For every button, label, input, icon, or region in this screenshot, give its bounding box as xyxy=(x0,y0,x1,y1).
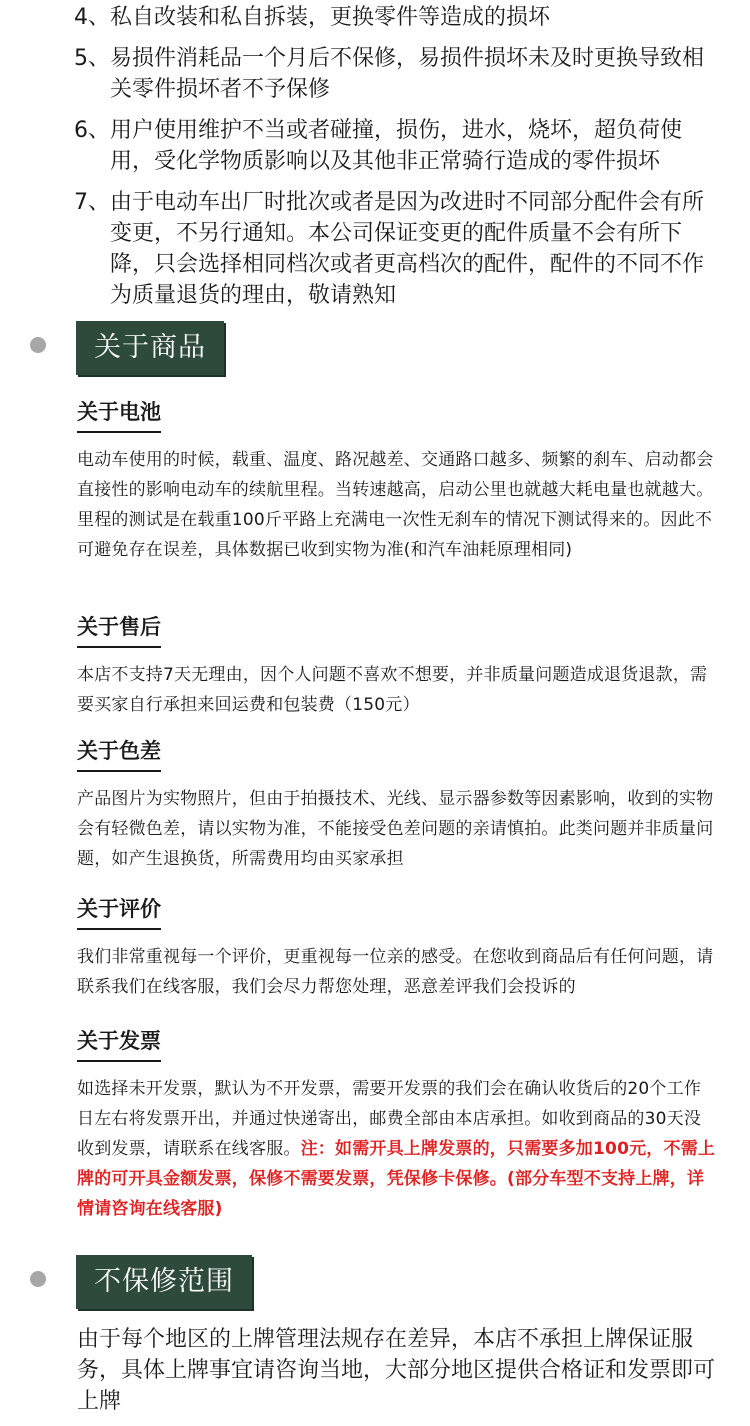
subsection-body: 电动车使用的时候，载重、温度、路况越差、交通路口越多、频繁的刹车、启动都会直接性的影响电动车的续航里程。当转速越高，启动公里也就越大耗电量也就越大。里程的测试是在载重100斤平路上充满电一次性无刹车的情况下测试得来的。因此不可避免存在误差，具体数据已收到实物为准(和汽车油耗原理相同) xyxy=(77,450,714,560)
subsection-color-difference xyxy=(77,737,717,874)
subsection-title: 关于发票 xyxy=(77,1027,161,1062)
list-item xyxy=(74,43,724,105)
not-covered-text: 由于每个地区的上牌管理法规存在差异，本店不承担上牌保证服务，具体上牌事宜请咨询当地，大部分地区提供合格证和发票即可上牌 xyxy=(77,1327,716,1414)
list-item xyxy=(74,2,724,33)
section-title: 关于商品 xyxy=(76,321,224,375)
bullet-dot-icon xyxy=(30,1271,46,1287)
invoice-notice: 注：如需开具上牌发票的，只需要多加100元，不需上牌的可开具金额发票，保修不需要发票，凭保修卡保修。(部分车型不支持上牌，详情请咨询在线客服) xyxy=(77,1139,716,1219)
subsection-body: 本店不支持7天无理由，因个人问题不喜欢不想要，并非质量问题造成退货退款，需要买家自行承担来回运费和包装费（150元） xyxy=(77,665,708,715)
subsection-title: 关于电池 xyxy=(77,398,161,433)
subsection-title: 关于评价 xyxy=(77,895,161,930)
bullet-dot-icon xyxy=(30,337,46,353)
subsection-body: 产品图片为实物照片，但由于拍摄技术、光线、显示器参数等因素影响，收到的实物会有轻微色差，请以实物为准，不能接受色差问题的亲请慎拍。此类问题并非质量问题，如产生退换货，所需费用均由买家承担 xyxy=(77,789,714,869)
subsection-title: 关于售后 xyxy=(77,613,161,648)
item-text: 由于电动车出厂时批次或者是因为改进时不同部分配件会有所变更，不另行通知。本公司保证变更的配件质量不会有所下降，只会选择相同档次或者更高档次的配件，配件的不同不作为质量退货的理由，敬请熟知 xyxy=(110,190,705,308)
item-number: 4、 xyxy=(74,5,110,30)
subsection-after-sales xyxy=(77,613,717,720)
invoice-text: 如选择未开发票，默认为不开发票，需要开发票的我们会在确认收货后的20个工作日左右将发票开出，并通过快递寄出，邮费全部由本店承担。如收到商品的30天没收到发票，请联系在线客服。 xyxy=(77,1079,702,1159)
item-number: 6、 xyxy=(74,118,110,143)
subsection-body xyxy=(77,1074,717,1224)
warranty-exclusion-list xyxy=(74,2,724,321)
subsection-review xyxy=(77,895,717,1002)
subsection-body: 我们非常重视每一个评价，更重视每一位亲的感受。在您收到商品后有任何问题，请联系我们在线客服，我们会尽力帮您处理，恶意差评我们会投诉的 xyxy=(77,947,714,997)
item-number: 5、 xyxy=(74,46,110,71)
item-text: 易损件消耗品一个月后不保修，易损件损坏未及时更换导致相关零件损坏者不予保修 xyxy=(110,46,705,102)
item-text: 用户使用维护不当或者碰撞，损伤，进水，烧坏，超负荷使用，受化学物质影响以及其他非正常骑行造成的零件损坏 xyxy=(110,118,683,174)
list-item xyxy=(74,187,724,311)
list-item xyxy=(74,115,724,177)
section-header-not-covered xyxy=(30,1255,270,1311)
section-header-about-product xyxy=(30,321,270,377)
item-text: 私自改装和私自拆装，更换零件等造成的损坏 xyxy=(110,5,551,30)
subsection-title: 关于色差 xyxy=(77,737,161,772)
item-number: 7、 xyxy=(74,190,110,215)
subsection-invoice xyxy=(77,1027,717,1224)
section-title: 不保修范围 xyxy=(76,1255,252,1309)
subsection-battery xyxy=(77,398,717,565)
